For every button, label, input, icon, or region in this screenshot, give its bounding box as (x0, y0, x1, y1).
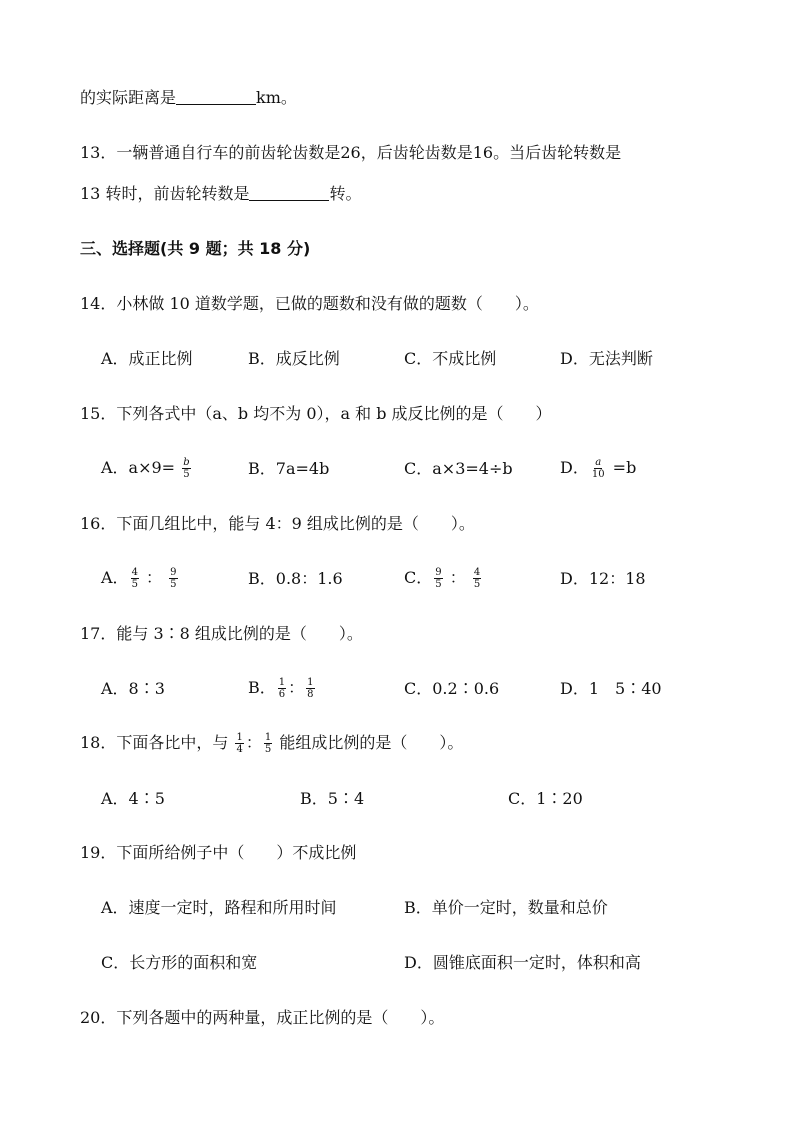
numerator: 4 (131, 567, 138, 578)
denominator: 5 (435, 579, 442, 590)
option-d[interactable]: D．1 5∶40 (560, 679, 662, 698)
fraction (169, 567, 177, 590)
numerator: 9 (170, 567, 177, 578)
option-c[interactable]: C．a×3=4÷b (404, 459, 513, 478)
numerator: b (183, 457, 190, 468)
unit-text: km。 (256, 88, 297, 107)
option-a[interactable]: A．速度一定时，路程和所用时间 (101, 898, 337, 917)
fraction (591, 457, 606, 480)
option-d[interactable]: D．圆锥底面积一定时，体积和高 (404, 953, 641, 972)
option-c[interactable] (404, 567, 483, 590)
question-19-stem: 19．下面所给例子中（ ）不成比例 (80, 843, 357, 862)
fraction (182, 457, 190, 480)
stem-text: 能组成比例的是（ ）。 (279, 733, 464, 752)
option-b[interactable]: B．0.8：1.6 (248, 569, 343, 588)
option-c[interactable]: C．0.2∶0.6 (404, 679, 500, 698)
option-label: A． (101, 568, 129, 587)
ratio-separator: ： (449, 568, 466, 587)
denominator: 5 (264, 744, 272, 755)
fraction (278, 677, 286, 700)
fraction (306, 677, 314, 700)
continued-question-line (80, 87, 297, 109)
option-a[interactable] (101, 567, 180, 590)
question-15-stem: 15．下列各式中（a、b 均不为 0），a 和 b 成反比例的是（ ） (80, 404, 552, 423)
option-d[interactable] (560, 457, 636, 480)
option-b[interactable]: B．7a=4b (248, 459, 330, 478)
fraction (131, 567, 139, 590)
question-16-stem: 16．下面几组比中，能与 4：9 组成比例的是（ ）。 (80, 514, 475, 533)
option-b[interactable]: B．单价一定时，数量和总价 (404, 898, 608, 917)
question-13-line2-post: 转。 (329, 184, 362, 203)
question-13-line1: 13．一辆普通自行车的前齿轮齿数是26，后齿轮齿数是16。当后齿轮转数是 (80, 143, 622, 162)
option-suffix: =b (612, 458, 637, 477)
option-c[interactable]: C．不成比例 (404, 349, 497, 368)
fraction (473, 567, 481, 590)
question-13-line2 (80, 183, 361, 205)
denominator: 10 (591, 469, 605, 480)
ratio-separator: ： (288, 678, 305, 697)
stem-text: 18．下面各比中，与 (80, 733, 229, 752)
option-label: C． (404, 568, 433, 587)
numerator: 1 (236, 732, 243, 743)
answer-blank[interactable] (249, 184, 329, 201)
denominator: 5 (473, 579, 481, 590)
numerator: 9 (435, 567, 442, 578)
denominator: 4 (236, 744, 243, 755)
option-b[interactable] (248, 677, 317, 700)
option-d[interactable]: D．12：18 (560, 569, 646, 588)
numerator: 1 (307, 677, 314, 688)
option-c[interactable]: C．1∶20 (508, 789, 583, 808)
option-b[interactable]: B．5∶4 (300, 789, 365, 808)
option-a[interactable]: A．4∶5 (101, 789, 165, 808)
question-18-stem (80, 732, 463, 755)
fraction (434, 567, 442, 590)
option-a[interactable]: A．8∶3 (101, 679, 165, 698)
denominator: 5 (183, 469, 190, 480)
fraction (235, 732, 243, 755)
question-14-stem: 14．小林做 10 道数学题，已做的题数和没有做的题数（ ）。 (80, 294, 539, 313)
continued-question-text: 的实际距离是 (80, 88, 177, 107)
question-17-stem: 17．能与 3∶8 组成比例的是（ ）。 (80, 624, 363, 643)
denominator: 5 (170, 579, 177, 590)
option-d[interactable]: D．无法判断 (560, 349, 653, 368)
ratio-separator: ： (146, 568, 163, 587)
question-20-stem: 20．下列各题中的两种量，成正比例的是（ ）。 (80, 1008, 445, 1027)
denominator: 6 (278, 689, 286, 700)
section-heading: 三、选择题(共 9 题；共 18 分) (80, 239, 311, 258)
ratio-separator: ： (245, 733, 262, 752)
numerator: 4 (473, 567, 481, 578)
option-label: A．a×9= (101, 458, 176, 477)
option-label: D． (560, 458, 589, 477)
denominator: 8 (307, 689, 314, 700)
question-13-line2-pre: 13 转时，前齿轮转数是 (80, 184, 250, 203)
numerator: 1 (264, 732, 272, 743)
numerator: 1 (278, 677, 286, 688)
option-b[interactable]: B．成反比例 (248, 349, 340, 368)
numerator: a (595, 457, 602, 468)
option-a[interactable]: A．成正比例 (101, 349, 193, 368)
option-label: B． (248, 678, 276, 697)
denominator: 5 (131, 579, 138, 590)
option-c[interactable]: C．长方形的面积和宽 (101, 953, 258, 972)
option-a[interactable] (101, 457, 193, 480)
answer-blank[interactable] (176, 88, 256, 105)
fraction (264, 732, 272, 755)
